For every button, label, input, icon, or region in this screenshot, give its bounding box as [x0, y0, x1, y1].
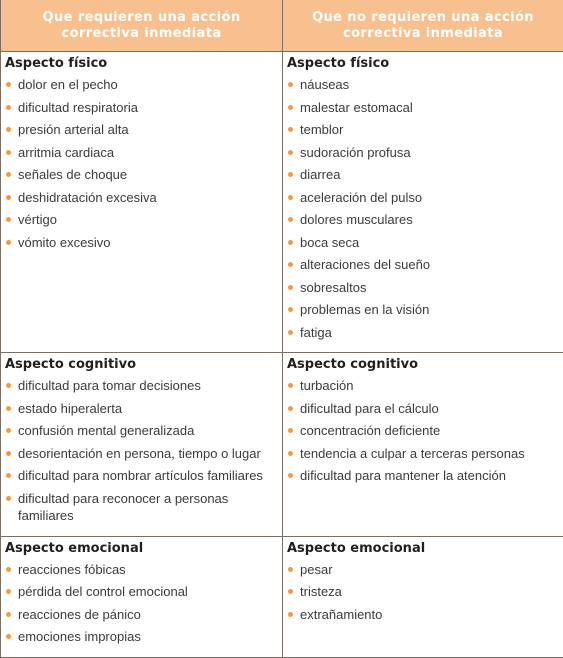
cognitive-non-immediate-cell — [283, 353, 563, 537]
section-title: Aspecto emocional — [287, 540, 559, 558]
emotional-immediate-cell — [1, 536, 283, 657]
physical-immediate-cell — [1, 52, 283, 353]
cognitive-immediate-cell — [1, 353, 283, 537]
bullet-icon — [6, 496, 11, 501]
symptom-list — [5, 377, 278, 525]
symptom-text: extrañamiento — [300, 607, 382, 622]
symptom-item — [287, 166, 559, 184]
symptom-text: estado hiperalerta — [18, 401, 122, 416]
symptom-text: náuseas — [300, 77, 349, 92]
bullet-icon — [6, 589, 11, 594]
symptom-text: confusión mental generalizada — [18, 423, 194, 438]
symptom-item — [5, 76, 278, 94]
symptom-item — [287, 422, 559, 440]
bullet-icon — [288, 105, 293, 110]
symptom-text: dificultad respiratoria — [18, 100, 138, 115]
section-title: Aspecto físico — [5, 55, 278, 73]
symptom-item — [5, 490, 278, 525]
symptom-item — [287, 189, 559, 207]
symptom-text: aceleración del pulso — [300, 190, 422, 205]
section-title: Aspecto cognitivo — [5, 356, 278, 374]
symptom-text: arritmia cardiaca — [18, 145, 114, 160]
symptom-item — [287, 583, 559, 601]
symptom-text: dolores musculares — [300, 212, 413, 227]
header-row — [1, 0, 563, 52]
emotional-non-immediate-cell — [283, 536, 563, 657]
symptom-item — [5, 422, 278, 440]
symptom-item — [287, 301, 559, 319]
symptom-item — [287, 324, 559, 342]
bullet-icon — [6, 105, 11, 110]
symptom-text: tristeza — [300, 584, 342, 599]
symptom-item — [5, 189, 278, 207]
symptom-text: emociones impropias — [18, 629, 141, 644]
symptom-text: señales de choque — [18, 167, 127, 182]
symptom-text: malestar estomacal — [300, 100, 413, 115]
symptom-text: problemas en la visión — [300, 302, 429, 317]
bullet-icon — [288, 307, 293, 312]
bullet-icon — [6, 240, 11, 245]
section-title: Aspecto físico — [287, 55, 559, 73]
symptom-item — [287, 234, 559, 252]
symptom-text: reacciones de pánico — [18, 607, 141, 622]
symptom-item — [5, 583, 278, 601]
bullet-icon — [6, 383, 11, 388]
symptom-text: dificultad para nombrar artículos familiares — [18, 468, 263, 483]
bullet-icon — [288, 612, 293, 617]
bullet-icon — [288, 451, 293, 456]
symptom-text: deshidratación excesiva — [18, 190, 157, 205]
symptom-text: desorientación en persona, tiempo o lugar — [18, 446, 261, 461]
symptom-item — [287, 400, 559, 418]
bullet-icon — [288, 589, 293, 594]
bullet-icon — [288, 428, 293, 433]
symptom-item — [287, 121, 559, 139]
symptom-text: presión arterial alta — [18, 122, 129, 137]
section-title: Aspecto emocional — [5, 540, 278, 558]
symptom-text: dificultad para mantener la atención — [300, 468, 506, 483]
bullet-icon — [288, 285, 293, 290]
bullet-icon — [6, 473, 11, 478]
bullet-icon — [6, 406, 11, 411]
bullet-icon — [6, 451, 11, 456]
symptom-item — [287, 561, 559, 579]
symptom-item — [5, 99, 278, 117]
bullet-icon — [288, 383, 293, 388]
symptom-text: dolor en el pecho — [18, 77, 118, 92]
symptom-text: temblor — [300, 122, 343, 137]
bullet-icon — [288, 406, 293, 411]
symptom-text: concentración deficiente — [300, 423, 440, 438]
symptom-text: vómito excesivo — [18, 235, 110, 250]
bullet-icon — [6, 612, 11, 617]
symptom-item — [5, 377, 278, 395]
symptom-text: fatiga — [300, 325, 332, 340]
symptom-item — [287, 256, 559, 274]
symptom-item — [287, 606, 559, 624]
symptom-text: sudoración profusa — [300, 145, 411, 160]
symptom-list — [5, 76, 278, 251]
symptom-list — [287, 561, 559, 624]
symptom-text: reacciones fóbicas — [18, 562, 126, 577]
bullet-icon — [288, 567, 293, 572]
symptom-item — [5, 234, 278, 252]
symptom-item — [287, 377, 559, 395]
header-immediate-action: Que requieren una acción correctiva inmediata — [1, 0, 283, 52]
symptom-item — [5, 400, 278, 418]
symptom-item — [287, 144, 559, 162]
bullet-icon — [288, 127, 293, 132]
symptom-text: tendencia a culpar a terceras personas — [300, 446, 525, 461]
symptom-item — [287, 279, 559, 297]
physical-row — [1, 52, 563, 353]
symptom-item — [287, 99, 559, 117]
symptom-list — [287, 76, 559, 341]
symptom-text: turbación — [300, 378, 353, 393]
symptom-text: dificultad para el cálculo — [300, 401, 439, 416]
bullet-icon — [288, 330, 293, 335]
header-no-immediate-action: Que no requieren una acción correctiva inmediata — [283, 0, 563, 52]
symptom-item — [287, 445, 559, 463]
symptom-list — [287, 377, 559, 485]
bullet-icon — [288, 217, 293, 222]
symptom-text: dificultad para tomar decisiones — [18, 378, 201, 393]
physical-non-immediate-cell — [283, 52, 563, 353]
symptom-item — [5, 121, 278, 139]
symptom-item — [5, 144, 278, 162]
symptom-text: boca seca — [300, 235, 359, 250]
bullet-icon — [288, 262, 293, 267]
bullet-icon — [6, 634, 11, 639]
symptom-text: vértigo — [18, 212, 57, 227]
bullet-icon — [6, 82, 11, 87]
symptom-item — [287, 76, 559, 94]
bullet-icon — [6, 217, 11, 222]
symptom-item — [287, 211, 559, 229]
bullet-icon — [288, 195, 293, 200]
bullet-icon — [6, 428, 11, 433]
bullet-icon — [6, 567, 11, 572]
bullet-icon — [6, 172, 11, 177]
symptom-text: diarrea — [300, 167, 340, 182]
symptom-item — [5, 445, 278, 463]
cognitive-row — [1, 353, 563, 537]
symptom-text: sobresaltos — [300, 280, 366, 295]
symptom-text: dificultad para reconocer a personas familiares — [18, 491, 228, 524]
symptom-text: pérdida del control emocional — [18, 584, 188, 599]
symptom-item — [5, 211, 278, 229]
symptom-item — [5, 166, 278, 184]
symptom-text: pesar — [300, 562, 333, 577]
bullet-icon — [6, 127, 11, 132]
bullet-icon — [288, 82, 293, 87]
symptom-item — [5, 606, 278, 624]
bullet-icon — [288, 240, 293, 245]
bullet-icon — [6, 150, 11, 155]
symptom-text: alteraciones del sueño — [300, 257, 430, 272]
bullet-icon — [6, 195, 11, 200]
symptom-list — [5, 561, 278, 646]
section-title: Aspecto cognitivo — [287, 356, 559, 374]
emotional-row — [1, 536, 563, 657]
symptom-item — [5, 467, 278, 485]
symptom-item — [5, 561, 278, 579]
symptom-item — [287, 467, 559, 485]
bullet-icon — [288, 172, 293, 177]
bullet-icon — [288, 150, 293, 155]
bullet-icon — [288, 473, 293, 478]
